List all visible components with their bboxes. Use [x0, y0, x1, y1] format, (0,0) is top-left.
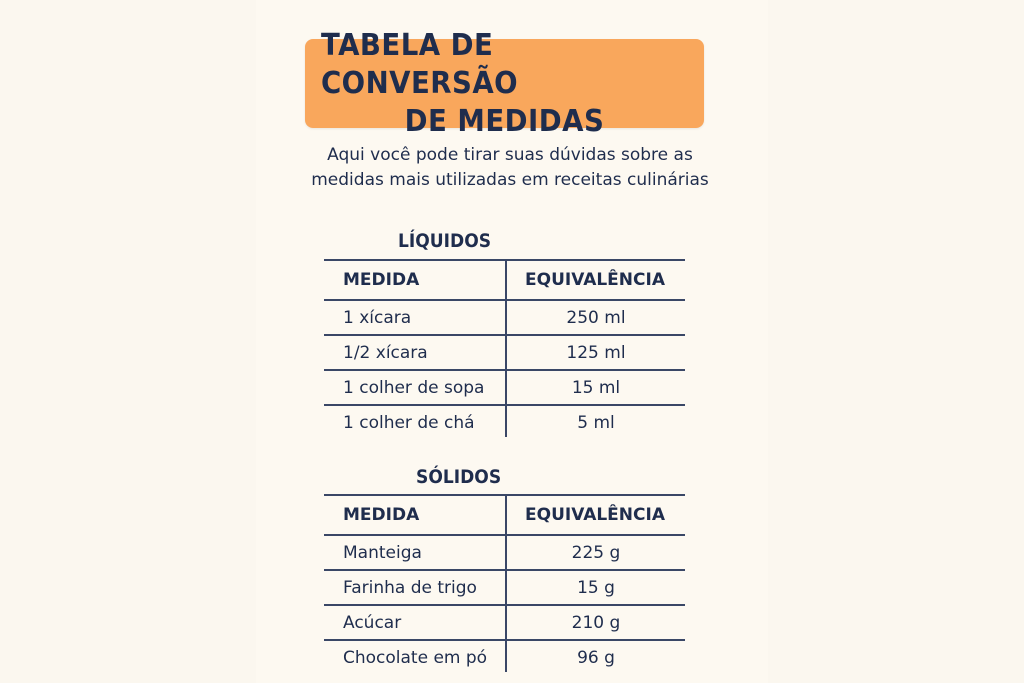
header-equivalencia: EQUIVALÊNCIA — [525, 505, 665, 525]
measure-cell: Chocolate em pó — [343, 647, 488, 668]
measure-cell: Acúcar — [343, 612, 402, 633]
measure-cell: 1 colher de sopa — [343, 377, 485, 398]
liquids-heading: LÍQUIDOS — [398, 230, 492, 252]
title-line-2: DE MEDIDAS — [404, 103, 605, 139]
header-equivalencia: EQUIVALÊNCIA — [525, 270, 665, 290]
equivalence-cell: 225 g — [571, 542, 621, 563]
equivalence-cell: 125 ml — [566, 342, 626, 363]
equivalence-cell: 210 g — [571, 612, 621, 633]
equivalence-cell: 96 g — [577, 647, 615, 668]
column-divider — [505, 259, 507, 437]
header-medida: MEDIDA — [343, 270, 420, 290]
liquids-table — [324, 259, 685, 439]
subtitle-line-2: medidas mais utilizadas em receitas culinárias — [311, 170, 709, 190]
solids-table — [324, 494, 685, 674]
measure-cell: Farinha de trigo — [343, 577, 477, 598]
header-medida: MEDIDA — [343, 505, 420, 525]
measure-cell: Manteiga — [343, 542, 422, 563]
subtitle-line-1: Aqui você pode tirar suas dúvidas sobre as — [327, 145, 693, 165]
title-line-1: TABELA DE CONVERSÃO — [320, 27, 519, 101]
equivalence-cell: 250 ml — [566, 307, 626, 328]
measure-cell: 1/2 xícara — [343, 342, 428, 363]
measure-cell: 1 colher de chá — [343, 412, 475, 433]
equivalence-cell: 15 ml — [571, 377, 621, 398]
solids-heading: SÓLIDOS — [416, 466, 502, 488]
title-banner — [305, 27, 704, 139]
equivalence-cell: 15 g — [577, 577, 615, 598]
subtitle — [290, 143, 730, 193]
equivalence-cell: 5 ml — [577, 412, 615, 433]
measure-cell: 1 xícara — [343, 307, 412, 328]
column-divider — [505, 494, 507, 672]
